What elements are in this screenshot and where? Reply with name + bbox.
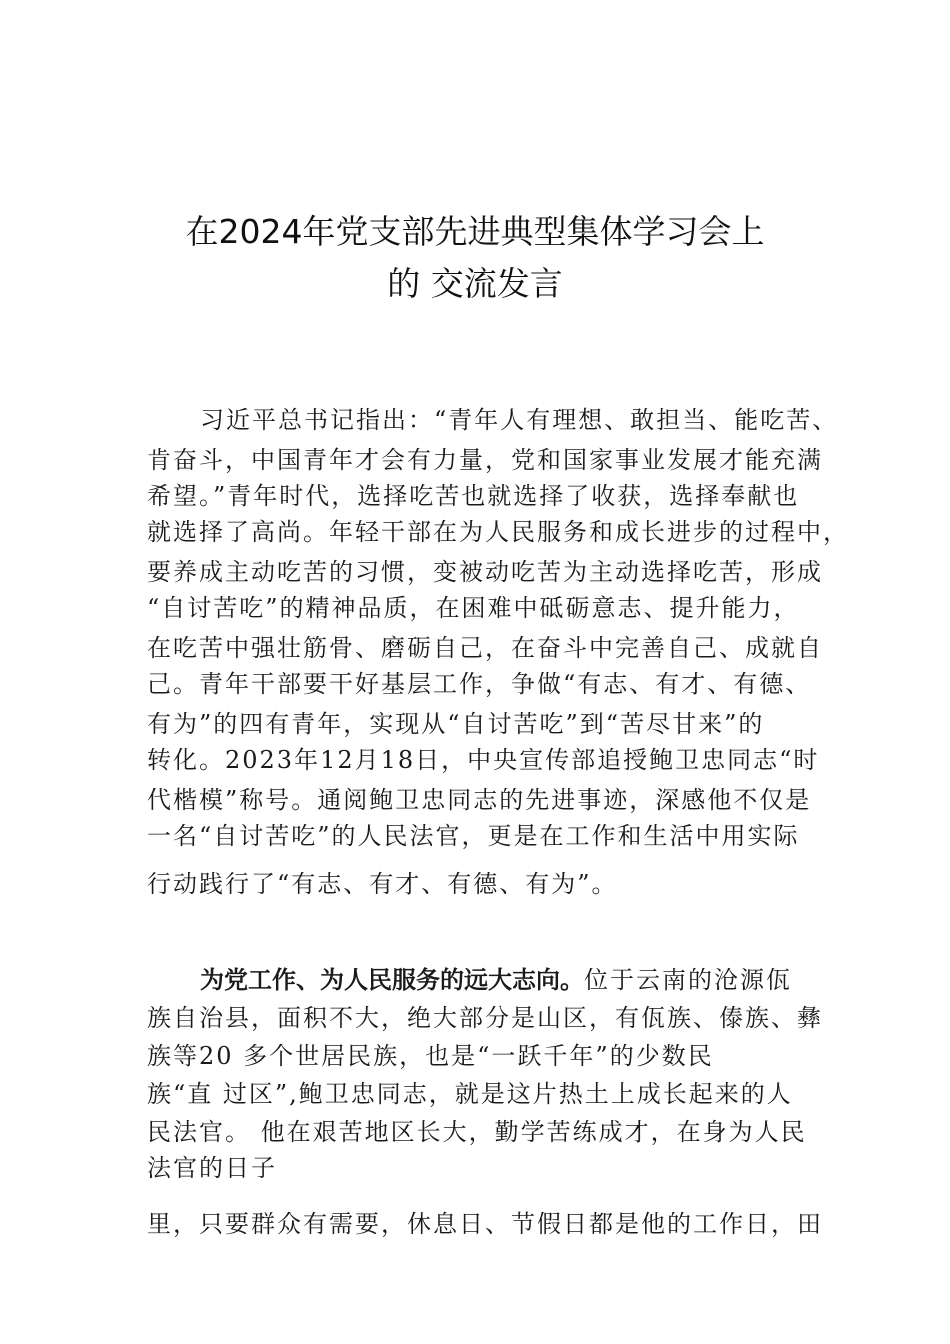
- paragraph-2-line: 族“直 过区”,鲍卫忠同志，就是这片热土上成长起来的人: [147, 1080, 793, 1108]
- paragraph-2-line: 民法官。 他在艰苦地区长大，勤学苦练成才，在身为人民: [147, 1118, 807, 1146]
- document-title-line-2: 的 交流发言: [387, 264, 563, 303]
- paragraph-1-line: 代楷模”称号。通阅鲍卫忠同志的先进事迹，深感他不仅是: [147, 786, 812, 814]
- paragraph-1-line: 己。青年干部要干好基层工作，争做“有志、有才、有德、: [147, 670, 812, 698]
- paragraph-2-first-line-rest: 位于云南的沧源佤: [584, 966, 792, 994]
- paragraph-2-line: 法官的日子: [147, 1154, 277, 1182]
- paragraph-1-line: 肯奋斗，中国青年才会有力量，党和国家事业发展才能充满: [147, 446, 823, 474]
- paragraph-2-heading: 为党工作、为人民服务的远大志向。: [200, 966, 584, 994]
- paragraph-2-first-line: [200, 960, 792, 995]
- paragraph-1-line: 行动践行了“有志、有才、有德、有为”。: [147, 870, 618, 898]
- paragraph-1-line: 希望。”青年时代，选择吃苦也就选择了收获，选择奉献也: [147, 482, 800, 510]
- paragraph-2-line: 族等20 多个世居民族，也是“一跃千年”的少数民: [147, 1042, 714, 1070]
- paragraph-1-line: 有为”的四有青年，实现从“自讨苦吃”到“苦尽甘来”的: [147, 710, 765, 738]
- paragraph-1-line: 就选择了高尚。年轻干部在为人民服务和成长进步的过程中，: [147, 518, 849, 546]
- paragraph-1-line: 习近平总书记指出：“青年人有理想、敢担当、能吃苦、: [200, 406, 839, 434]
- paragraph-1-line: 要养成主动吃苦的习惯，变被动吃苦为主动选择吃苦，形成: [147, 558, 823, 586]
- paragraph-1-line: 转化。2023年12月18日，中央宣传部追授鲍卫忠同志“时: [147, 746, 820, 774]
- paragraph-1-line: 在吃苦中强壮筋骨、磨砺自己，在奋斗中完善自己、成就自: [147, 634, 823, 662]
- paragraph-2-line: 族自治县，面积不大，绝大部分是山区，有佤族、傣族、彝: [147, 1004, 823, 1032]
- paragraph-1-line: “自讨苦吃”的精神品质，在困难中砥砺意志、提升能力，: [147, 594, 800, 622]
- document-title-line-1: 在2024年党支部先进典型集体学习会上: [185, 212, 765, 251]
- paragraph-1-line: 一名“自讨苦吃”的人民法官，更是在工作和生活中用实际: [147, 822, 800, 850]
- paragraph-2-line: 里，只要群众有需要，休息日、节假日都是他的工作日，田: [147, 1210, 823, 1238]
